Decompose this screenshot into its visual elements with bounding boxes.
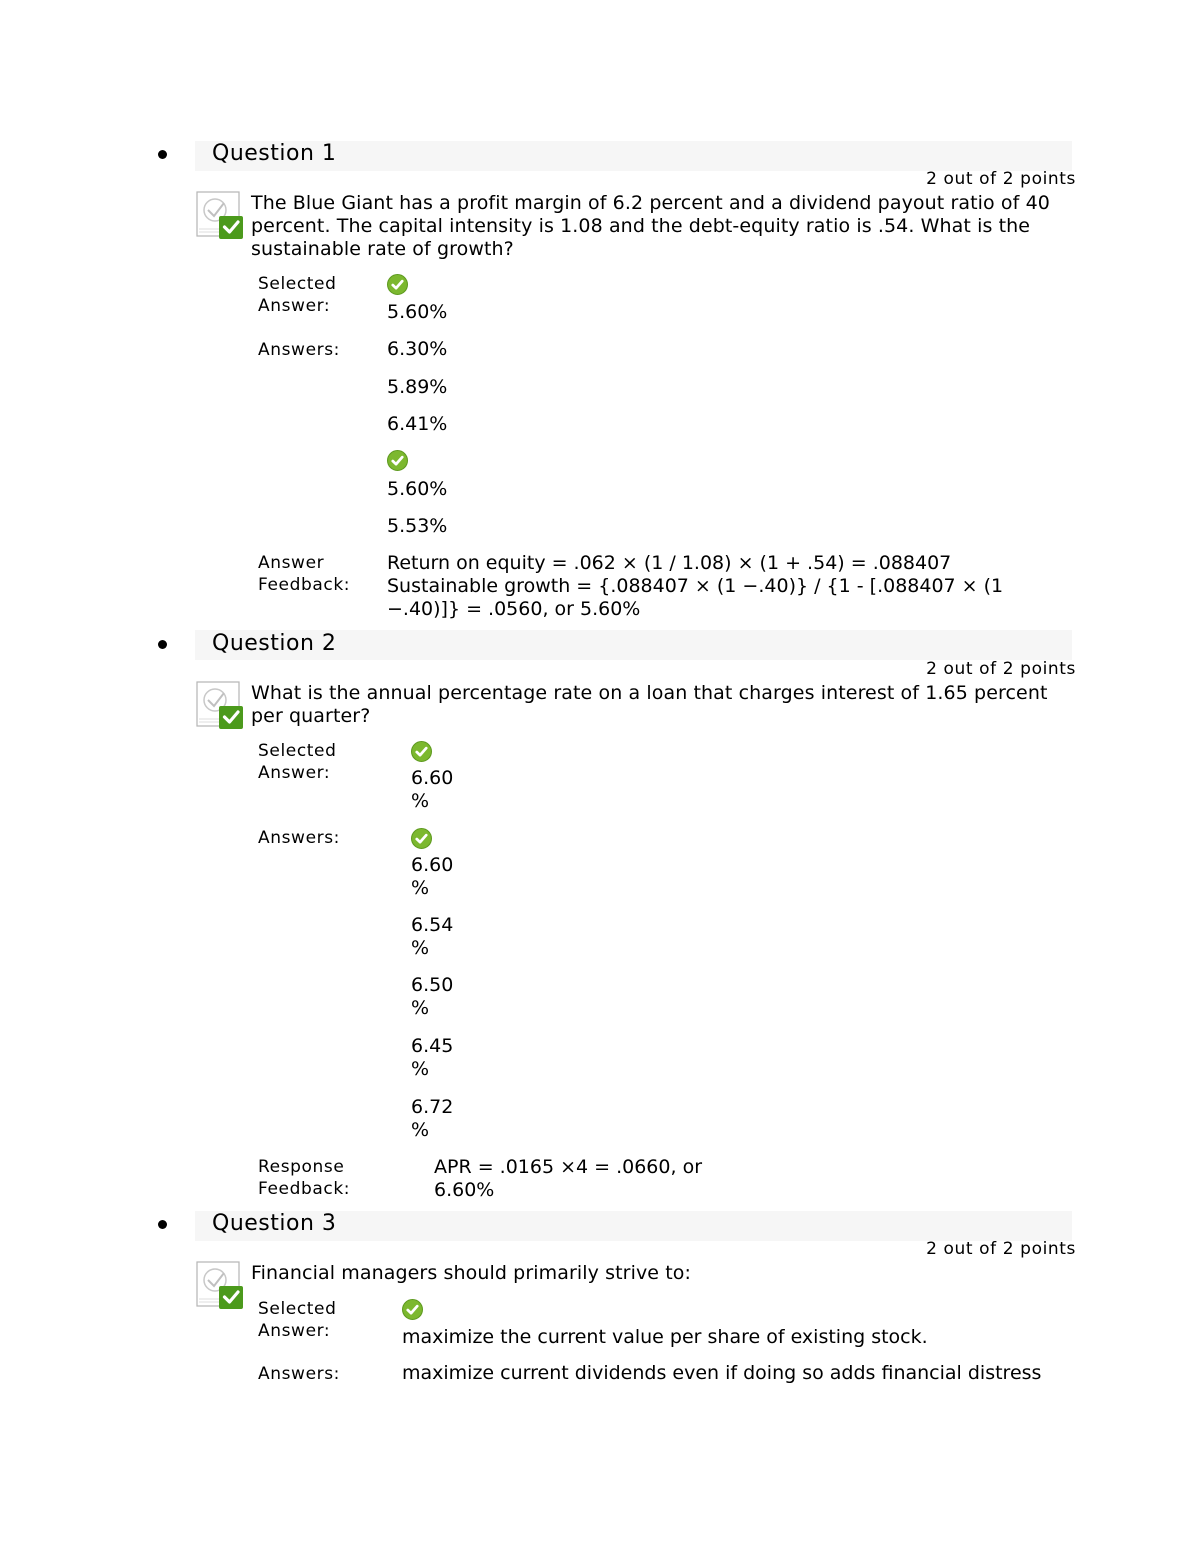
correct-status-icon xyxy=(195,681,245,731)
answer-feedback: Return on equity = .062 × (1 / 1.08) × (1 + .54) = .088407 Sustainable growth = {.088407 × (1 −.40)} / {1 - [.088407 × (1 −.40)]} = .0560, or 5.60% xyxy=(387,552,1004,620)
answers-label: Answers: xyxy=(258,340,340,360)
answer-option: maximize current dividends even if doing so adds financial distress xyxy=(402,1362,1042,1384)
answer-option: 5.89% xyxy=(387,376,448,398)
question-title: Question 2 xyxy=(212,631,337,656)
selected-answer-label: Selected Answer: xyxy=(258,274,337,316)
answers-label: Answers: xyxy=(258,828,340,848)
answer-option: 6.45 % xyxy=(411,1035,454,1080)
bullet xyxy=(158,150,167,159)
correct-check-icon xyxy=(411,828,432,849)
answer-option-correct: 6.60 % xyxy=(411,854,454,899)
answer-option: 6.54 % xyxy=(411,914,454,959)
answer-option-correct: 5.60% xyxy=(387,478,448,500)
correct-check-icon xyxy=(411,741,432,762)
correct-check-icon xyxy=(387,450,408,471)
bullet xyxy=(158,1220,167,1229)
answer-option: 6.30% xyxy=(387,338,448,360)
correct-status-icon xyxy=(195,1261,245,1311)
selected-answer: maximize the current value per share of existing stock. xyxy=(402,1326,928,1348)
answers-label: Answers: xyxy=(258,1364,340,1384)
response-feedback: APR = .0165 ×4 = .0660, or 6.60% xyxy=(434,1156,703,1201)
answer-feedback-label: Answer Feedback: xyxy=(258,553,351,595)
question-points: 2 out of 2 points xyxy=(926,169,1076,189)
correct-check-icon xyxy=(387,274,408,295)
question-title: Question 3 xyxy=(212,1211,337,1236)
selected-answer: 5.60% xyxy=(387,301,448,323)
selected-answer-label: Selected Answer: xyxy=(258,741,337,783)
question-points: 2 out of 2 points xyxy=(926,659,1076,679)
question-points: 2 out of 2 points xyxy=(926,1239,1076,1259)
question-text: The Blue Giant has a profit margin of 6.2 percent and a dividend payout ratio of 40 percent. The capital intensity is 1.08 and the debt-equity ratio is .54. What is the sustainable rate of growth? xyxy=(251,192,1050,260)
answer-option: 6.72 % xyxy=(411,1096,454,1141)
answer-option: 5.53% xyxy=(387,515,448,537)
answer-option: 6.41% xyxy=(387,413,448,435)
correct-check-icon xyxy=(402,1299,423,1320)
bullet xyxy=(158,640,167,649)
answer-option: 6.50 % xyxy=(411,974,454,1019)
correct-status-icon xyxy=(195,191,245,241)
selected-answer-label: Selected Answer: xyxy=(258,1299,337,1341)
question-title: Question 1 xyxy=(212,141,337,166)
selected-answer: 6.60 % xyxy=(411,767,454,812)
response-feedback-label: Response Feedback: xyxy=(258,1157,351,1199)
question-text: Financial managers should primarily strive to: xyxy=(251,1262,692,1284)
question-text: What is the annual percentage rate on a loan that charges interest of 1.65 percent per quarter? xyxy=(251,682,1048,727)
